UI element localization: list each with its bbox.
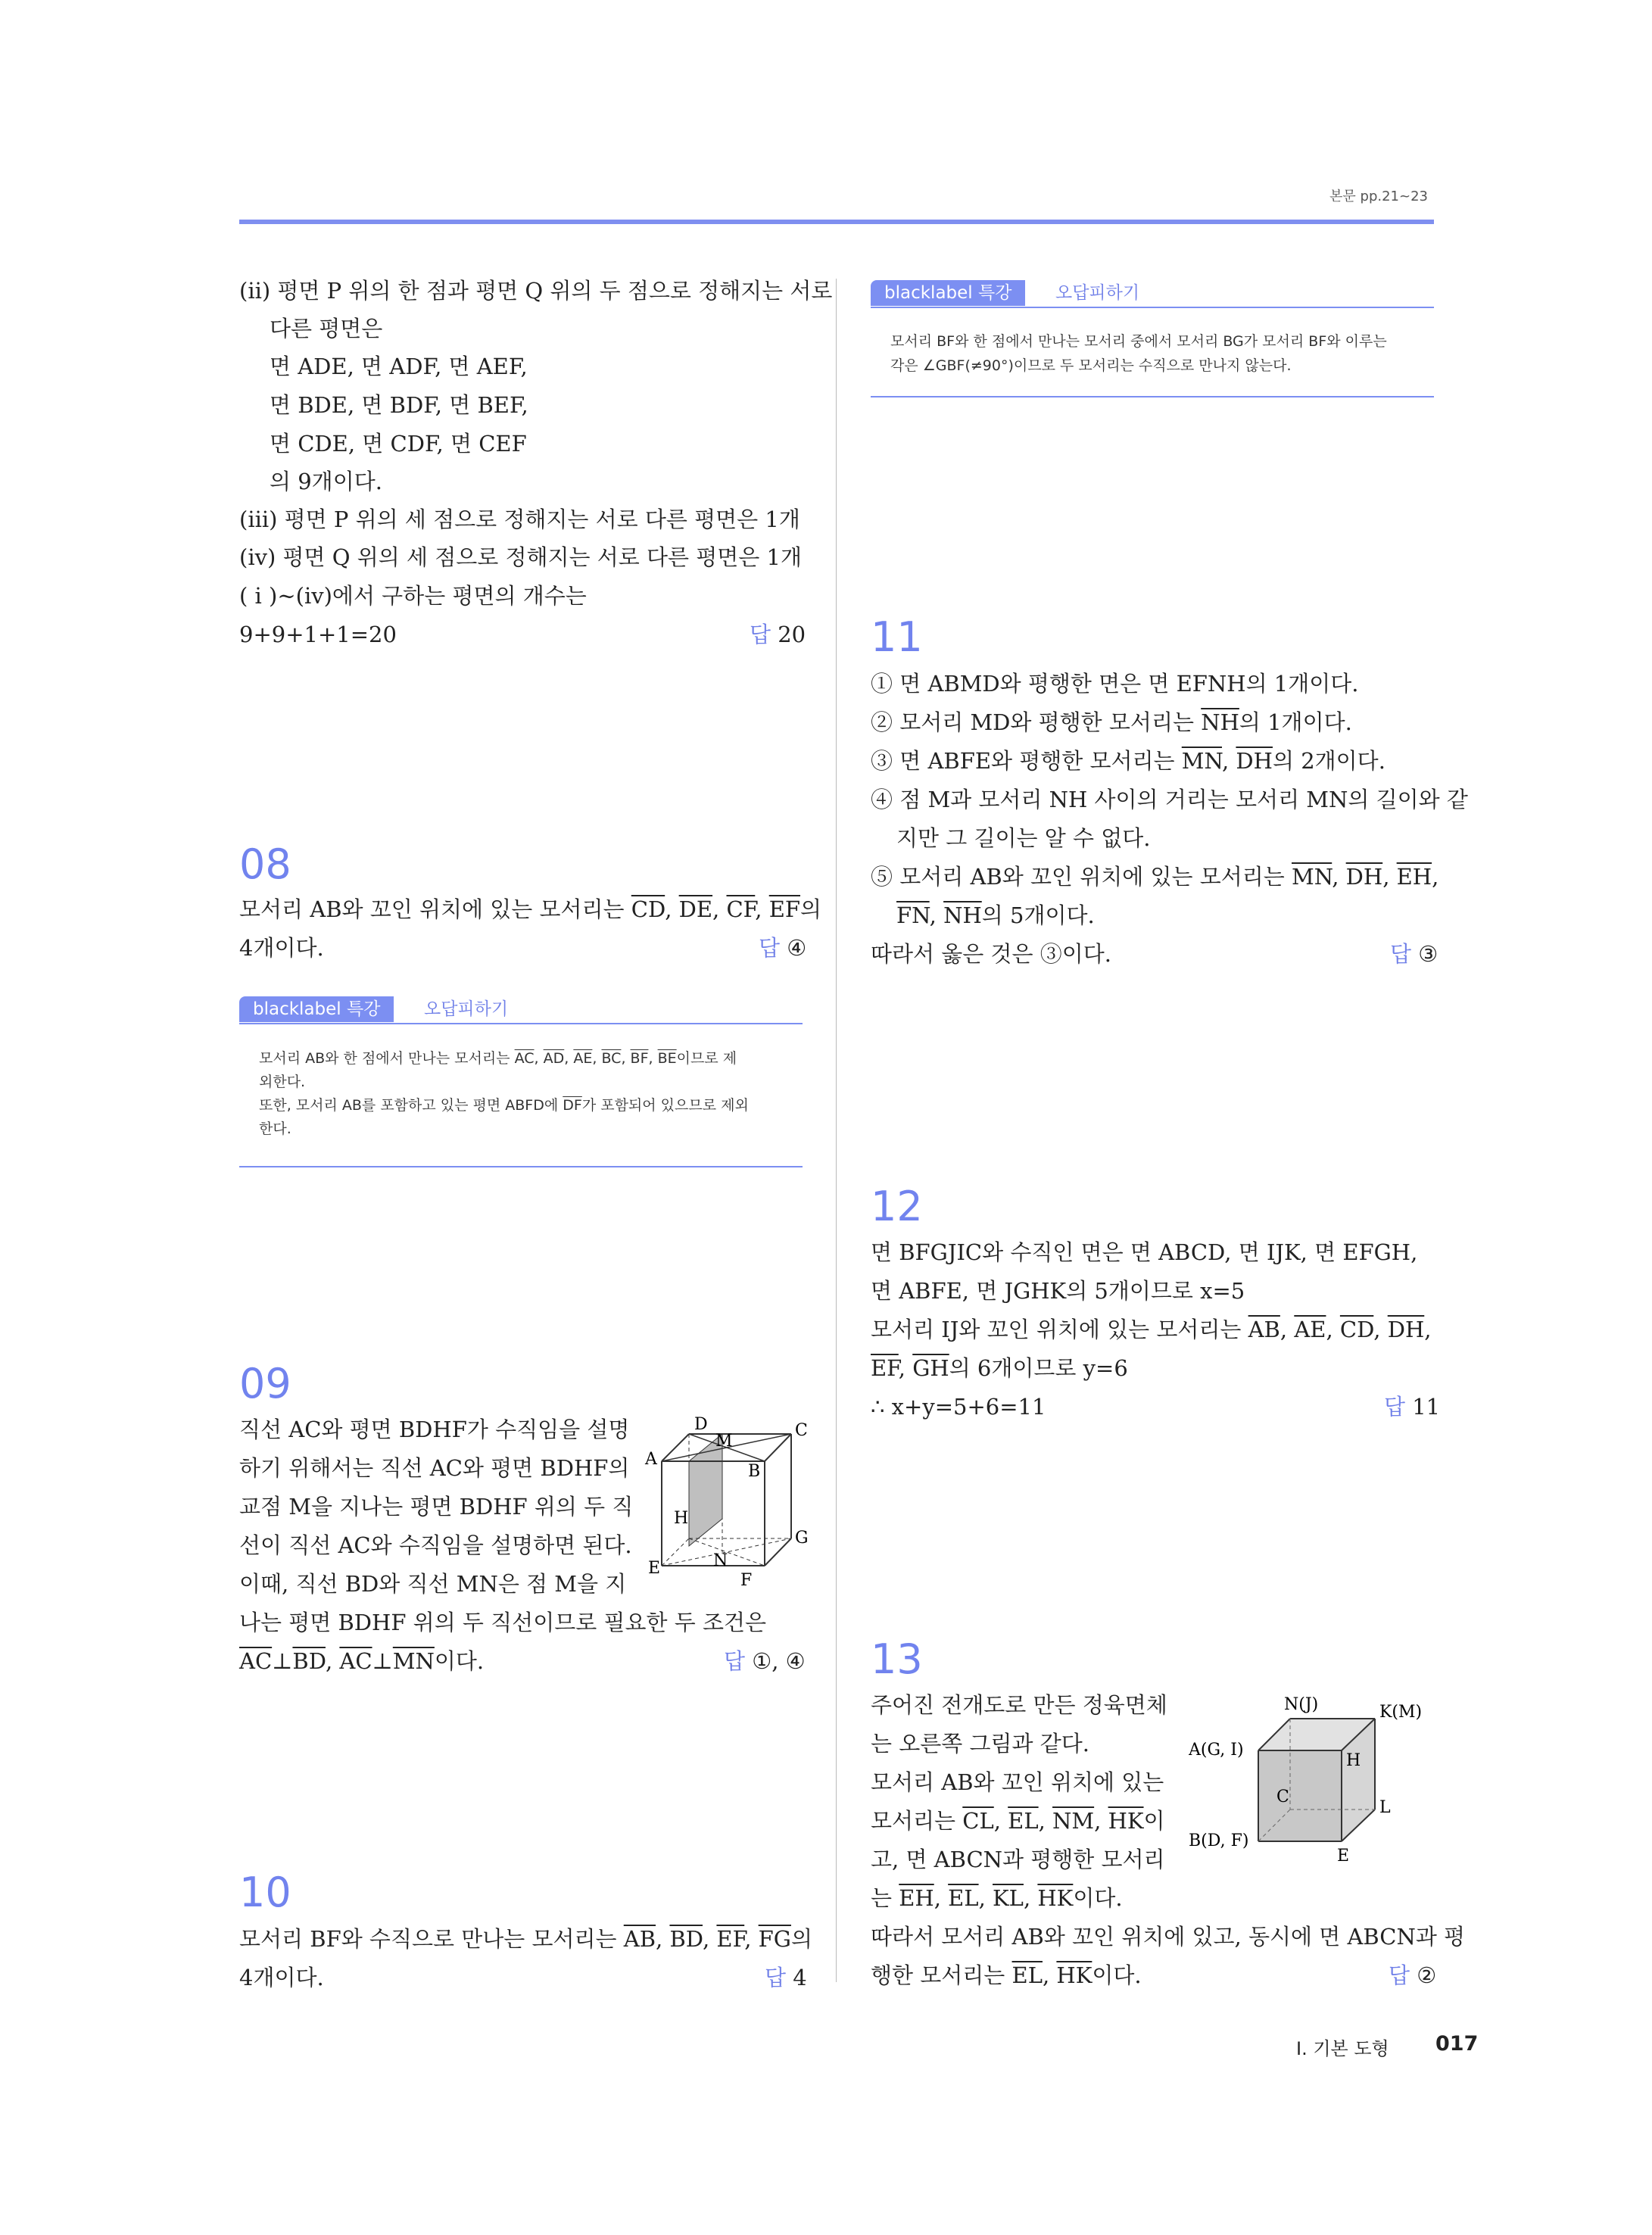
- text-line: 4개이다.: [239, 1965, 324, 1990]
- svg-text:C: C: [795, 1421, 808, 1440]
- blacklabel-rule: [871, 307, 1434, 308]
- text-line: 면 ADE, 면 ADF, 면 AEF,: [270, 354, 528, 379]
- blacklabel-bottom-rule: [871, 396, 1434, 397]
- svg-text:C: C: [1276, 1788, 1289, 1806]
- text-line: 따라서 옳은 것은 ③이다.: [871, 941, 1111, 967]
- problem-number: 13: [871, 1635, 923, 1683]
- text-line: $\overline{AC}\perp\overline{BD}$, $\overline{AC}\perp\overline{MN}$이다.: [239, 1648, 485, 1674]
- blacklabel-text-line: 또한, 모서리 AB를 포함하고 있는 평면 ABFD에 $\overline{DF}$가 포함되어 있으므로 제외: [259, 1097, 749, 1114]
- text-line: 지만 그 길이는 알 수 없다.: [896, 825, 1151, 851]
- svg-text:H: H: [674, 1509, 689, 1528]
- text-line: 모서리 BF와 수직으로 만나는 모서리는 $\overline{AB}$, $\overline{BD}$, $\overline{EF}$, $\overline{FG}$의: [239, 1926, 812, 1952]
- blacklabel-text-line: 모서리 AB와 한 점에서 만나는 모서리는 $\overline{AC}$, $\overline{AD}$, $\overline{AE}$, $\overline{BC}$, $\overline{BF}$, $\overline{BE}$이므로 제: [259, 1050, 737, 1067]
- answer-label: 답: [724, 1648, 746, 1674]
- text-line: ∴ x+y=5+6=11: [871, 1394, 1046, 1420]
- answer-label: 답: [765, 1965, 787, 1990]
- text-line: 4개이다.: [239, 935, 324, 961]
- text-line: (ii) 평면 P 위의 한 점과 평면 Q 위의 두 점으로 정해지는 서로: [239, 278, 833, 304]
- text-line: 고, 면 ABCN과 평행한 모서리: [871, 1847, 1165, 1872]
- text-line: ( i )~(iv)에서 구하는 평면의 개수는: [239, 583, 587, 609]
- text-line: 행한 모서리는 $\overline{EL}$, $\overline{HK}$이다.: [871, 1962, 1142, 1988]
- blacklabel-tag: blacklabel 특강: [871, 280, 1025, 306]
- header-rule: [239, 220, 1434, 224]
- answer: [765, 1958, 807, 1997]
- text-line: 교점 M을 지나는 평면 BDHF 위의 두 직: [239, 1494, 634, 1520]
- text-line: 직선 AC와 평면 BDHF가 수직임을 설명: [239, 1417, 630, 1442]
- answer: [1390, 934, 1438, 974]
- answer: [750, 615, 806, 654]
- answer-value: ③: [1418, 941, 1438, 967]
- answer-label: 답: [750, 622, 771, 647]
- svg-text:E: E: [1337, 1847, 1350, 1866]
- answer-value: 20: [778, 622, 806, 647]
- answer: [1389, 1956, 1436, 1995]
- text-line: 주어진 전개도로 만든 정육면체: [871, 1692, 1167, 1718]
- text-line: $\overline{EF}$, $\overline{GH}$의 6개이므로 y=6: [871, 1355, 1128, 1381]
- page-number: 017: [1435, 2032, 1479, 2056]
- svg-text:N: N: [713, 1551, 728, 1570]
- answer-label: 답: [1390, 941, 1412, 967]
- svg-text:D: D: [694, 1416, 708, 1434]
- text-line: ④ 점 M과 모서리 NH 사이의 거리는 모서리 MN의 길이와 같: [871, 787, 1468, 812]
- text-line: 다른 평면은: [270, 316, 383, 341]
- text-line: 면 BDE, 면 BDF, 면 BEF,: [270, 392, 528, 418]
- text-line: 는 $\overline{EH}$, $\overline{EL}$, $\overline{KL}$, $\overline{HK}$이다.: [871, 1885, 1123, 1911]
- blacklabel-header: [871, 280, 1434, 306]
- chapter-title: I. 기본 도형: [1296, 2038, 1389, 2059]
- svg-text:B(D, F): B(D, F): [1189, 1831, 1249, 1850]
- svg-text:A(G, I): A(G, I): [1189, 1741, 1244, 1760]
- cube-figure-13: [1189, 1687, 1438, 1869]
- problem-number: 11: [871, 613, 923, 661]
- answer-label: 답: [1384, 1394, 1406, 1420]
- text-line: (iv) 평면 Q 위의 세 점으로 정해지는 서로 다른 평면은 1개: [239, 544, 802, 570]
- blacklabel-subtitle: 오답피하기: [1055, 283, 1140, 303]
- text-line: 면 ABFE, 면 JGHK의 5개이므로 x=5: [871, 1278, 1245, 1304]
- answer-value: ②: [1417, 1962, 1437, 1988]
- blacklabel-bottom-rule: [239, 1166, 803, 1167]
- text-line: 나는 평면 BDHF 위의 두 직선이므로 필요한 두 조건은: [239, 1610, 766, 1635]
- answer-label: 답: [759, 935, 781, 961]
- answer: [1384, 1387, 1440, 1426]
- column-divider: [836, 279, 837, 1982]
- text-line: $\overline{FN}$, $\overline{NH}$의 5개이다.: [896, 902, 1095, 928]
- text-line: 이때, 직선 BD와 직선 MN은 점 M을 지: [239, 1571, 627, 1597]
- answer: [724, 1641, 806, 1681]
- blacklabel-text-line: 한다.: [259, 1121, 291, 1137]
- problem-number: 09: [239, 1360, 291, 1407]
- text-line: 면 BFGJIC와 수직인 면은 면 ABCD, 면 IJK, 면 EFGH,: [871, 1239, 1418, 1265]
- text-line: 따라서 모서리 AB와 꼬인 위치에 있고, 동시에 면 ABCN과 평: [871, 1924, 1466, 1950]
- svg-text:N(J): N(J): [1284, 1695, 1319, 1714]
- blacklabel-text-line: 외한다.: [259, 1074, 306, 1090]
- text-line: 모서리 IJ와 꼬인 위치에 있는 모서리는 $\overline{AB}$, $\overline{AE}$, $\overline{CD}$, $\overline{DH}$,: [871, 1317, 1432, 1342]
- answer-value: ④: [787, 935, 807, 961]
- text-line: 선이 직선 AC와 수직임을 설명하면 된다.: [239, 1532, 632, 1558]
- cube-figure-09: [644, 1416, 818, 1590]
- text-line: 모서리 AB와 꼬인 위치에 있는: [871, 1769, 1164, 1795]
- svg-text:L: L: [1379, 1798, 1391, 1817]
- text-line: 9+9+1+1=20: [239, 622, 397, 647]
- svg-text:K(M): K(M): [1379, 1703, 1423, 1722]
- svg-text:G: G: [795, 1529, 809, 1548]
- text-line: ② 모서리 MD와 평행한 모서리는 $\overline{NH}$의 1개이다.: [871, 709, 1352, 735]
- blacklabel-text-line: 각은 ∠GBF(≠90°)이므로 두 모서리는 수직으로 만나지 않는다.: [890, 357, 1292, 374]
- svg-text:E: E: [648, 1559, 661, 1578]
- page-reference: 본문 pp.21~23: [1329, 189, 1428, 204]
- problem-number: 10: [239, 1869, 291, 1916]
- text-line: 모서리 AB와 꼬인 위치에 있는 모서리는 $\overline{CD}$, $\overline{DE}$, $\overline{CF}$, $\overline{EF}$의: [239, 896, 822, 922]
- blacklabel-tag: blacklabel 특강: [239, 996, 394, 1022]
- text-line: ③ 면 ABFE와 평행한 모서리는 $\overline{MN}$, $\overline{DH}$의 2개이다.: [871, 748, 1385, 774]
- answer-value: 4: [793, 1965, 807, 1990]
- text-line: 하기 위해서는 직선 AC와 평면 BDHF의: [239, 1455, 630, 1481]
- svg-text:M: M: [715, 1432, 733, 1451]
- svg-text:A: A: [645, 1450, 657, 1469]
- text-line: ⑤ 모서리 AB와 꼬인 위치에 있는 모서리는 $\overline{MN}$, $\overline{DH}$, $\overline{EH}$,: [871, 864, 1439, 890]
- text-line: 는 오른쪽 그림과 같다.: [871, 1731, 1089, 1757]
- text-line: ① 면 ABMD와 평행한 면은 면 EFNH의 1개이다.: [871, 671, 1359, 697]
- blacklabel-rule: [239, 1023, 803, 1024]
- answer-label: 답: [1389, 1962, 1410, 1988]
- text-line: 의 9개이다.: [270, 469, 382, 494]
- answer: [759, 928, 806, 968]
- problem-number: 12: [871, 1183, 923, 1230]
- blacklabel-text-line: 모서리 BF와 한 점에서 만나는 모서리 중에서 모서리 BG가 모서리 BF와 이루는: [890, 333, 1387, 350]
- blacklabel-header: [239, 996, 803, 1022]
- text-line: 모서리는 $\overline{CL}$, $\overline{EL}$, $\overline{NM}$, $\overline{HK}$이: [871, 1808, 1165, 1834]
- answer-value: 11: [1412, 1394, 1441, 1420]
- svg-text:H: H: [1346, 1751, 1361, 1770]
- text-line: 면 CDE, 면 CDF, 면 CEF: [270, 431, 527, 457]
- text-line: (iii) 평면 P 위의 세 점으로 정해지는 서로 다른 평면은 1개: [239, 507, 800, 532]
- svg-text:F: F: [740, 1571, 753, 1590]
- blacklabel-subtitle: 오답피하기: [424, 999, 509, 1019]
- svg-text:B: B: [748, 1462, 761, 1481]
- problem-number: 08: [239, 840, 291, 888]
- answer-value: ①, ④: [752, 1648, 806, 1674]
